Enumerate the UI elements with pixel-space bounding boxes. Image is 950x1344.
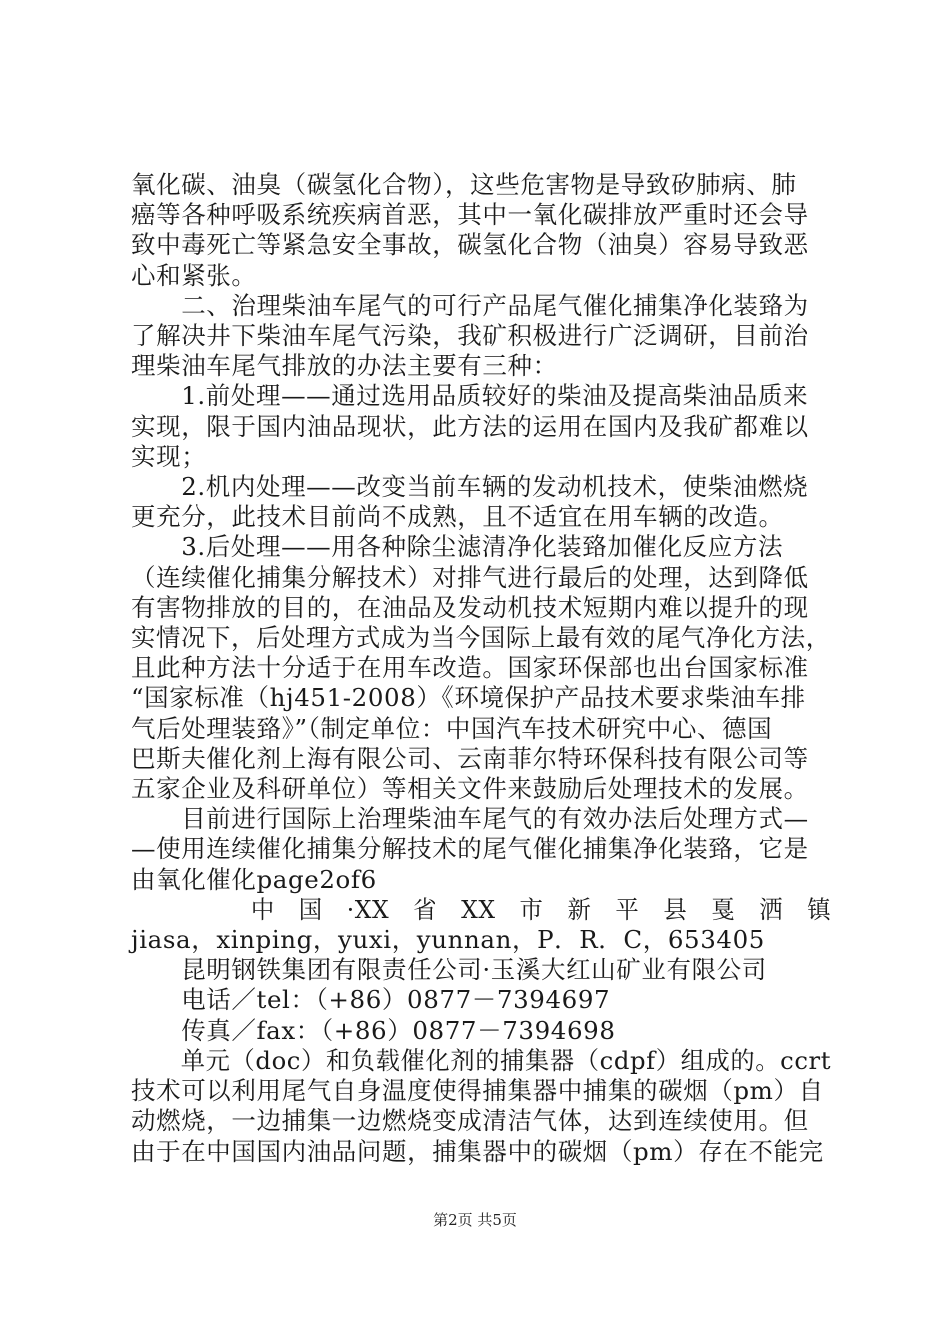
text-line: 致中毒死亡等紧急安全事故，碳氢化合物（油臭）容易导致恶 bbox=[131, 230, 809, 260]
text-line: 心和紧张。 bbox=[131, 260, 257, 290]
text-line: “国家标准（hj451-2008）《环境保护产品技术要求柴油车排 bbox=[131, 683, 806, 713]
page-footer: 第2页 共5页 bbox=[433, 1211, 517, 1229]
text-line: 技术可以利用尾气自身温度使得捕集器中捕集的碳烟（pm）自 bbox=[131, 1076, 824, 1106]
text-line: 1.前处理——通过选用品质较好的柴油及提高柴油品质来 bbox=[131, 381, 809, 411]
text-line: 实情况下，后处理方式成为当今国际上最有效的尾气净化方法， bbox=[131, 623, 831, 653]
text-line: 传真／fax：（+86）0877－7394698 bbox=[131, 1015, 616, 1045]
text-line: 单元（doc）和负载催化剂的捕集器（cdpf）组成的。ccrt bbox=[131, 1045, 832, 1075]
text-line: 中 国 ·XX 省 XX 市 新 平 县 戛 洒 镇 bbox=[131, 894, 832, 924]
text-line: 2.机内处理——改变当前车辆的发动机技术，使柴油燃烧 bbox=[131, 472, 809, 502]
text-line: 动燃烧，一边捕集一边燃烧变成清洁气体，达到连续使用。但 bbox=[131, 1106, 809, 1136]
text-line: jiasa，xinping，yuxi，yunnan，P．R．C，653405 bbox=[131, 925, 765, 955]
document-body bbox=[131, 170, 831, 1167]
text-line: 实现； bbox=[131, 441, 207, 471]
text-line: 理柴油车尾气排放的办法主要有三种： bbox=[131, 351, 558, 381]
text-line: 巴斯夫催化剂上海有限公司、云南菲尔特环保科技有限公司等 bbox=[131, 743, 809, 773]
text-line: 实现，限于国内油品现状，此方法的运用在国内及我矿都难以 bbox=[131, 411, 809, 441]
text-line: 由氧化催化page2of6 bbox=[131, 864, 377, 894]
text-line: 电话／tel：（+86）0877－7394697 bbox=[131, 985, 611, 1015]
text-line: 且此种方法十分适于在用车改造。国家环保部也出台国家标准 bbox=[131, 653, 809, 683]
text-line: 3.后处理——用各种除尘滤清净化装臵加催化反应方法 bbox=[131, 532, 784, 562]
text-line: （连续催化捕集分解技术）对排气进行最后的处理，达到降低 bbox=[131, 562, 809, 592]
text-line: 更充分，此技术目前尚不成熟，且不适宜在用车辆的改造。 bbox=[131, 502, 784, 532]
text-line: 癌等各种呼吸系统疾病首恶，其中一氧化碳排放严重时还会导 bbox=[131, 200, 809, 230]
text-line: 氧化碳、油臭（碳氢化合物），这些危害物是导致矽肺病、肺 bbox=[131, 170, 797, 199]
text-line: 目前进行国际上治理柴油车尾气的有效办法后处理方式— bbox=[131, 804, 809, 834]
text-line: 有害物排放的目的，在油品及发动机技术短期内难以提升的现 bbox=[131, 592, 809, 622]
text-line: —使用连续催化捕集分解技术的尾气催化捕集净化装臵，它是 bbox=[131, 834, 809, 864]
text-line: 五家企业及科研单位）等相关文件来鼓励后处理技术的发展。 bbox=[131, 774, 809, 804]
text-line: 昆明钢铁集团有限责任公司·玉溪大红山矿业有限公司 bbox=[131, 955, 767, 985]
text-line: 了解决井下柴油车尾气污染，我矿积极进行广泛调研，目前治 bbox=[131, 321, 809, 351]
text-line: 由于在中国国内油品问题，捕集器中的碳烟（pm）存在不能完 bbox=[131, 1136, 824, 1166]
text-line: 二、治理柴油车尾气的可行产品尾气催化捕集净化装臵为 bbox=[131, 290, 809, 320]
text-line: 气后处理装臵》”（制定单位：中国汽车技术研究中心、德国 bbox=[131, 713, 773, 743]
